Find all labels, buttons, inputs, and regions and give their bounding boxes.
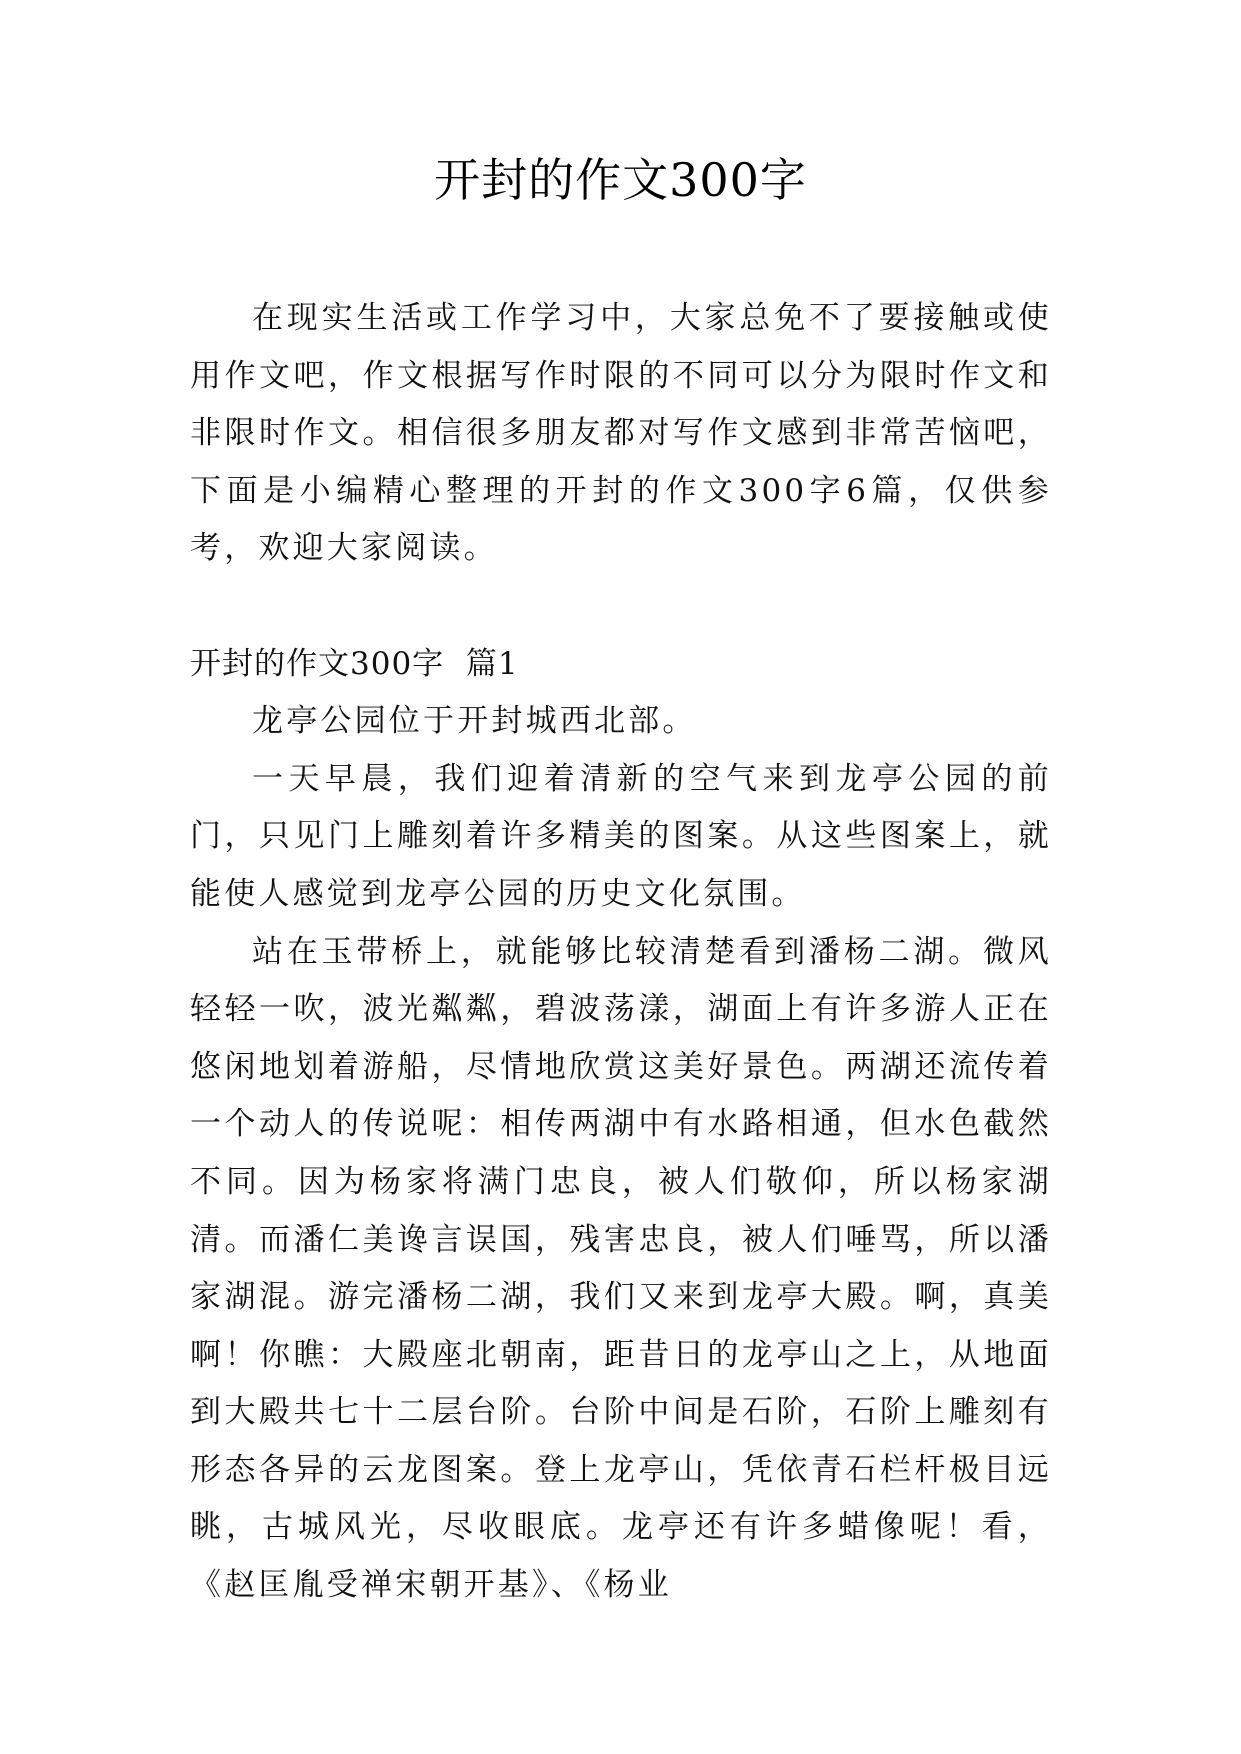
intro-paragraph: 在现实生活或工作学习中，大家总免不了要接触或使用作文吧，作文根据写作时限的不同可以分为限时作文和非限时作文。相信很多朋友都对写作文感到非常苦恼吧，下面是小编精心整理的开封的作文300字6篇，仅供参考，欢迎大家阅读。 <box>190 300 1052 567</box>
body-paragraph: 站在玉带桥上，就能够比较清楚看到潘杨二湖。微风轻轻一吹，波光粼粼，碧波荡漾，湖面上有许多游人正在悠闲地划着游船，尽情地欣赏这美好景色。两湖还流传着一个动人的传说呢：相传两湖中有水路相通，但水色截然不同。因为杨家将满门忠良，被人们敬仰，所以杨家湖清。而潘仁美谗言误国，残害忠良，被人们唾骂，所以潘家湖混。游完潘杨二湖，我们又来到龙亭大殿。啊，真美啊！你瞧：大殿座北朝南，距昔日的龙亭山之上，从地面到大殿共七十二层台阶。台阶中间是石阶，石阶上雕刻有形态各异的云龙图案。登上龙亭山，凭依青石栏杆极目远眺，古城风光，尽收眼底。龙亭还有许多蜡像呢！看，《赵匡胤受禅宋朝开基》、《杨业 <box>190 933 1052 1604</box>
section-heading: 开封的作文300字 篇1 <box>190 645 519 682</box>
document-title: 开封的作文300字 <box>434 153 807 207</box>
body-paragraph: 龙亭公园位于开封城西北部。 <box>252 703 697 740</box>
body-paragraph: 一天早晨，我们迎着清新的空气来到龙亭公园的前门，只见门上雕刻着许多精美的图案。从这些图案上，就能使人感觉到龙亭公园的历史文化氛围。 <box>190 760 1052 912</box>
document-body <box>190 290 1052 1615</box>
